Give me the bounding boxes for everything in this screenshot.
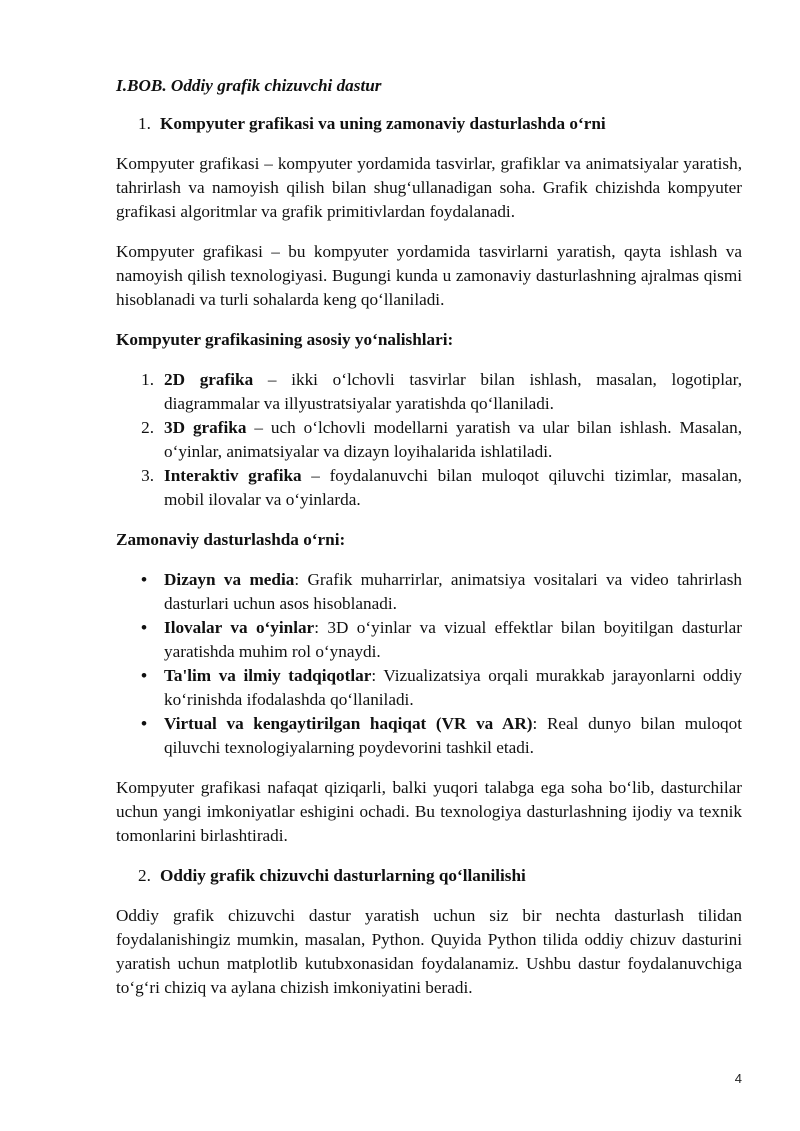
list-term: Ta'lim va ilmiy tadqiqotlar xyxy=(164,666,372,685)
paragraph-1: Kompyuter grafikasi – kompyuter yordamida tasvirlar, grafiklar va animatsiyalar yaratish, tahrirlash va namoyish qilish bilan shug‘ullanadigan soha. Grafik chizishda kompyuter grafikasi algoritmlar va grafik primitivlardan foydalanadi. xyxy=(116,154,742,221)
list-number: 1. xyxy=(141,370,154,389)
list-term: 2D grafika xyxy=(164,370,254,389)
list-term: Dizayn va media xyxy=(164,570,295,589)
roles-list xyxy=(116,568,742,760)
list-text: : Real dunyo bilan muloqot qiluvchi texnologiyalarning poydevorini tashkil etadi. xyxy=(164,714,743,757)
list-item xyxy=(116,616,742,664)
list-item xyxy=(116,664,742,712)
list-term: Virtual va kengaytirilgan haqiqat (VR va AR) xyxy=(164,714,533,733)
paragraph-2: Kompyuter grafikasi – bu kompyuter yordamida tasvirlarni yaratish, qayta ishlash va namoyish qilish texnologiyasi. Bugungi kunda u zamonaviy dasturlashning ajralmas qismi hisoblanadi va turli sohalarda keng qo‘llaniladi. xyxy=(116,242,742,309)
list-item xyxy=(116,416,742,464)
list-text: – uch o‘lchovli modellarni yaratish va ular bilan ishlash. Masalan, o‘yinlar, animatsiyalar va dizayn loyihalarida ishlatiladi. xyxy=(164,418,742,461)
chapter-title: I.BOB. Oddiy grafik chizuvchi dastur xyxy=(116,76,382,95)
list-item xyxy=(116,464,742,512)
paragraph-4: Oddiy grafik chizuvchi dastur yaratish uchun siz bir nechta dasturlash tilidan foydalanishingiz mumkin, masalan, Python. Quyida Python tilida oddiy chizuv dasturini yaratish uchun matplotlib kutubxonasidan foydalanamiz. Ushbu dastur foydalanuvchiga to‘g‘ri chiziq va aylana chizish imkoniyatini beradi. xyxy=(116,906,742,997)
list-text: : 3D o‘yinlar va vizual effektlar bilan boyitilgan dasturlar yaratishda muhim rol o‘ynaydi. xyxy=(164,618,742,661)
list-item xyxy=(116,568,742,616)
directions-list xyxy=(116,368,742,512)
list-text: : Grafik muharrirlar, animatsiya vositalari va video tahrirlash dasturlari uchun asos hisoblanadi. xyxy=(164,570,742,613)
list-number: 3. xyxy=(141,466,154,485)
bullet-icon: • xyxy=(140,570,147,589)
list-term: Interaktiv grafika xyxy=(164,466,302,485)
list-text: – foydalanuvchi bilan muloqot qiluvchi tizimlar, masalan, mobil ilovalar va o‘yinlarda. xyxy=(164,466,742,509)
section-1-number: 1. xyxy=(138,114,151,133)
directions-subheading: Kompyuter grafikasining asosiy yo‘nalishlari: xyxy=(116,330,454,349)
list-item xyxy=(116,712,742,760)
paragraph-3: Kompyuter grafikasi nafaqat qiziqarli, balki yuqori talabga ega soha bo‘lib, dasturchilar uchun yangi imkoniyatlar eshigini ochadi. Bu texnologiya dasturlashning ijodiy va texnik tomonlarini birlashtiradi. xyxy=(116,778,742,845)
list-number: 2. xyxy=(141,418,154,437)
document-page xyxy=(116,74,742,1016)
section-1-heading xyxy=(116,112,742,136)
page-number: 4 xyxy=(734,1071,742,1086)
roles-subheading: Zamonaviy dasturlashda o‘rni: xyxy=(116,530,346,549)
section-1-title: Kompyuter grafikasi va uning zamonaviy dasturlashda o‘rni xyxy=(160,114,606,133)
section-2-title: Oddiy grafik chizuvchi dasturlarning qo‘llanilishi xyxy=(160,866,526,885)
section-2-heading xyxy=(116,864,742,888)
list-text: : Vizualizatsiya orqali murakkab jarayonlarni oddiy ko‘rinishda ifodalashda qo‘llaniladi. xyxy=(164,666,742,709)
bullet-icon: • xyxy=(140,618,147,637)
list-term: Ilovalar va o‘yinlar xyxy=(164,618,315,637)
bullet-icon: • xyxy=(140,714,147,733)
list-text: – ikki o‘lchovli tasvirlar bilan ishlash, masalan, logotiplar, diagrammalar va illyustratsiyalar yaratishda qo‘llaniladi. xyxy=(164,370,742,413)
section-2-number: 2. xyxy=(138,866,151,885)
list-item xyxy=(116,368,742,416)
bullet-icon: • xyxy=(140,666,147,685)
list-term: 3D grafika xyxy=(164,418,247,437)
